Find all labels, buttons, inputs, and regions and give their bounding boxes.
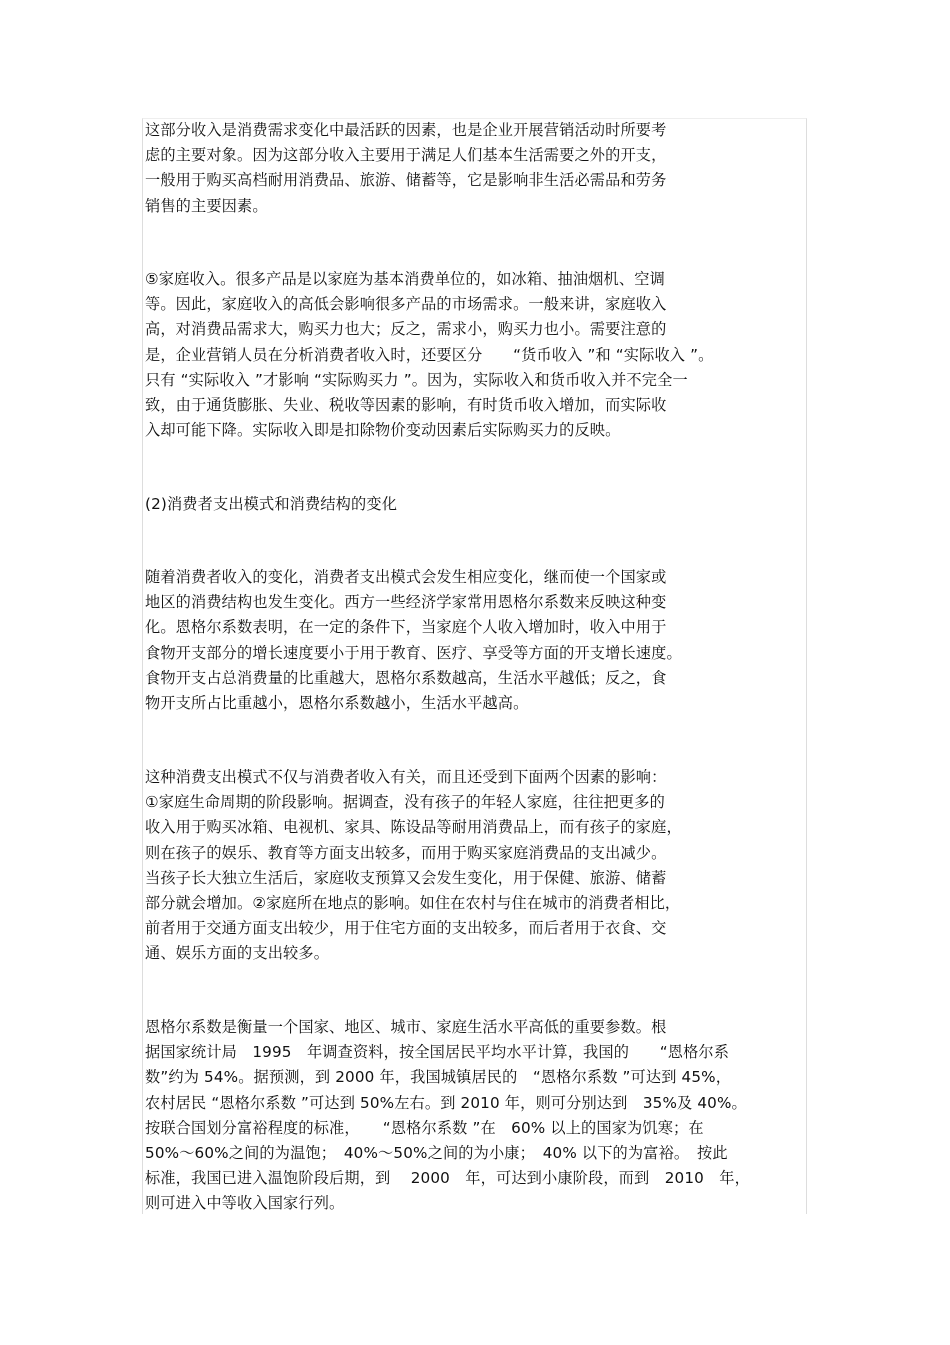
text-line: 食物开支占总消费量的比重越大，恩格尔系数越高，生活水平越低；反之，食 xyxy=(145,668,667,687)
text-line: 按联合国划分富裕程度的标准， “恩格尔系数 ”在 60% 以上的国家为饥寒；在 xyxy=(145,1118,704,1137)
text-line: 这种消费支出模式不仅与消费者收入有关，而且还受到下面两个因素的影响： xyxy=(145,768,667,786)
text-line: 一般用于购买高档耐用消费品、旅游、储蓄等，它是影响非生活必需品和劳务 xyxy=(145,171,667,190)
text-line: 食物开支部分的增长速度要小于用于教育、医疗、享受等方面的开支增长速度。 xyxy=(145,643,682,662)
paragraph-disposable-income xyxy=(145,118,810,219)
section-heading xyxy=(145,492,810,517)
text-line: 通、娱乐方面的支出较多。 xyxy=(145,944,330,963)
paragraph-spending-pattern xyxy=(145,765,810,967)
text-line: 等。因此，家庭收入的高低会影响很多产品的市场需求。一般来讲，家庭收入 xyxy=(145,295,667,314)
text-line: 部分就会增加。②家庭所在地点的影响。如住在农村与住在城市的消费者相比， xyxy=(145,893,681,912)
text-line: 收入用于购买冰箱、电视机、家具、陈设品等耐用消费品上，而有孩子的家庭， xyxy=(145,818,682,837)
text-line: 农村居民 “恩格尔系数 ”可达到 50%左右。到 2010 年，则可分别达到 35%及 40%。 xyxy=(145,1093,747,1112)
text-line: 是，企业营销人员在分析消费者收入时，还要区分 “货币收入 ”和 “实际收入 ”。 xyxy=(145,345,714,364)
text-line: 50%～60%之间的为温饱； 40%～50%之间的为小康； 40% 以下的为富裕。 按此 xyxy=(145,1143,728,1162)
text-line: 数”约为 54%。据预测，到 2000 年，我国城镇居民的 “恩格尔系数 ”可达到 45%， xyxy=(145,1068,732,1087)
text-line: 则可进入中等收入国家行列。 xyxy=(145,1194,345,1213)
text-line: 入却可能下降。实际收入即是扣除物价变动因素后实际购买力的反映。 xyxy=(145,421,621,440)
text-line: ⑤家庭收入。很多产品是以家庭为基本消费单位的，如冰箱、抽油烟机、空调 xyxy=(145,270,665,288)
text-line: 地区的消费结构也发生变化。西方一些经济学家常用恩格尔系数来反映这种变 xyxy=(145,593,667,612)
text-line: 这部分收入是消费需求变化中最活跃的因素，也是企业开展营销活动时所要考 xyxy=(145,121,667,139)
text-line: 前者用于交通方面支出较少，用于住宅方面的支出较多，而后者用于衣食、交 xyxy=(145,919,667,938)
text-line: 只有 “实际收入 ”才影响 “实际购买力 ”。因为，实际收入和货币收入并不完全一 xyxy=(145,370,688,389)
text-line: 恩格尔系数是衡量一个国家、地区、城市、家庭生活水平高低的重要参数。根 xyxy=(145,1018,667,1036)
text-line: 高，对消费品需求大，购买力也大；反之，需求小，购买力也小。需要注意的 xyxy=(145,320,667,339)
text-line: 标准，我国已进入温饱阶段后期，到 2000 年，可达到小康阶段，而到 2010 年， xyxy=(145,1169,750,1188)
heading-text: (2)消费者支出模式和消费结构的变化 xyxy=(145,495,398,513)
paragraph-engel-statistics xyxy=(145,1015,810,1217)
paragraph-household-income xyxy=(145,267,810,443)
text-line: 随着消费者收入的变化，消费者支出模式会发生相应变化，继而使一个国家或 xyxy=(145,568,667,586)
text-line: ①家庭生命周期的阶段影响。据调查，没有孩子的年轻人家庭，往往把更多的 xyxy=(145,793,665,812)
text-line: 物开支所占比重越小，恩格尔系数越小，生活水平越高。 xyxy=(145,693,529,712)
text-line: 当孩子长大独立生活后，家庭收支预算又会发生变化，用于保健、旅游、储蓄 xyxy=(145,868,667,887)
text-line: 据国家统计局 1995 年调查资料，按全国居民平均水平计算，我国的 “恩格尔系 xyxy=(145,1043,730,1062)
paragraph-engel-coefficient xyxy=(145,565,810,716)
text-line: 则在孩子的娱乐、教育等方面支出较多，而用于购买家庭消费品的支出减少。 xyxy=(145,843,667,862)
text-line: 致，由于通货膨胀、失业、税收等因素的影响，有时货币收入增加，而实际收 xyxy=(145,395,667,414)
text-line: 化。恩格尔系数表明，在一定的条件下，当家庭个人收入增加时，收入中用于 xyxy=(145,618,667,637)
text-line: 虑的主要对象。因为这部分收入主要用于满足人们基本生活需要之外的开支， xyxy=(145,146,667,165)
text-line: 销售的主要因素。 xyxy=(145,196,268,215)
